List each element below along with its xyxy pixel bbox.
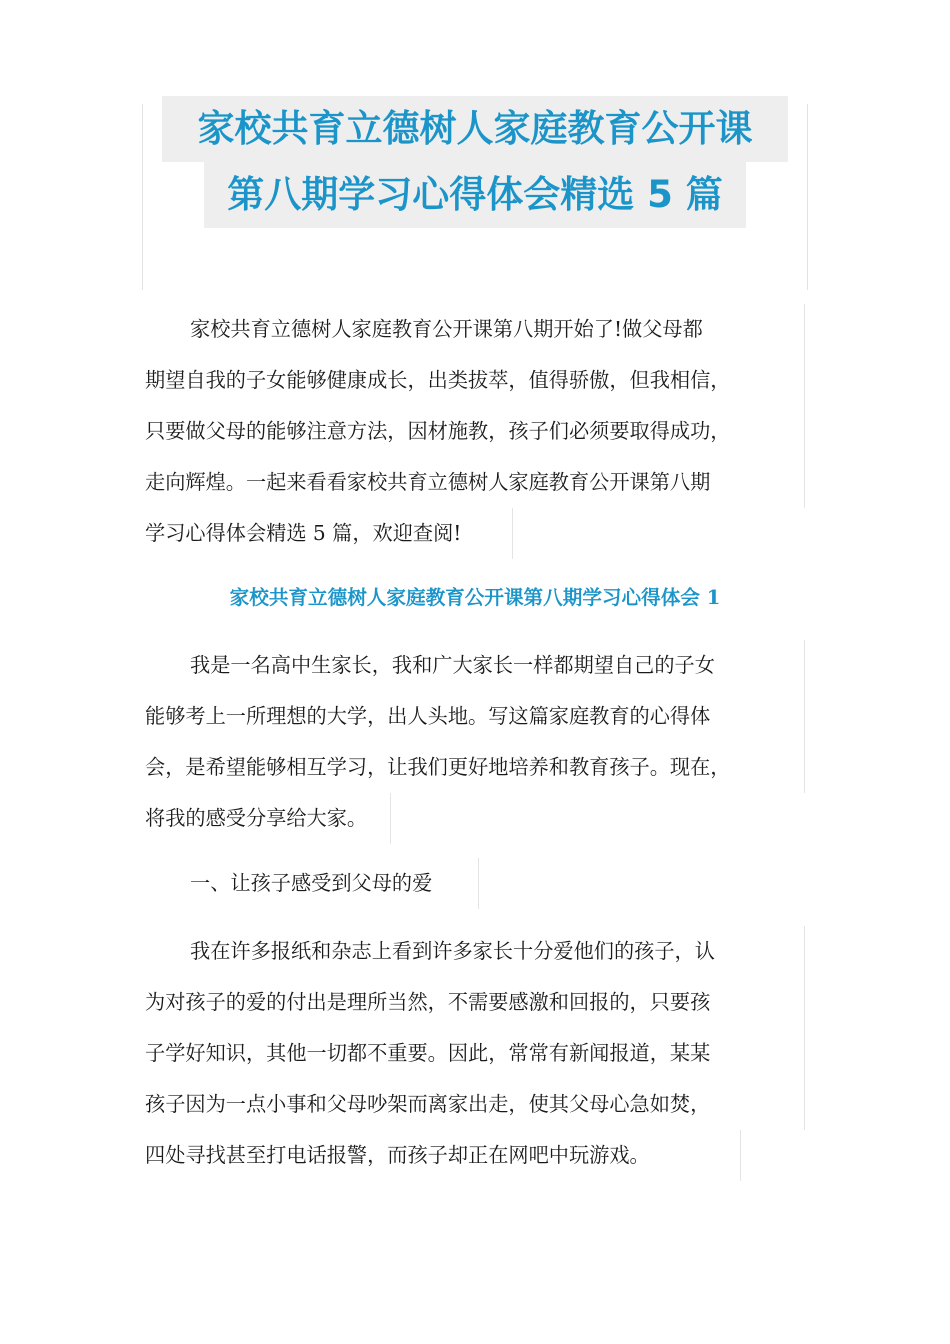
section-heading: 家校共育立德树人家庭教育公开课第八期学习心得体会 1 [229, 586, 721, 609]
intro-line: 期望自我的子女能够健康成长，出类拔萃，值得骄傲，但我相信， [145, 355, 805, 406]
intro-line: 只要做父母的能够注意方法，因材施教，孩子们必须要取得成功， [145, 406, 805, 457]
subheading [145, 858, 479, 909]
intro-paragraph [145, 304, 805, 559]
body-paragraph-2 [145, 926, 805, 1181]
paragraph-line: 将我的感受分享给大家。 [145, 793, 391, 844]
paragraph-line: 孩子因为一点小事和父母吵架而离家出走，使其父母心急如焚， [145, 1079, 805, 1130]
intro-line: 家校共育立德树人家庭教育公开课第八期开始了!做父母都 [145, 304, 805, 355]
paragraph-line: 我是一名高中生家长，我和广大家长一样都期望自己的子女 [145, 640, 805, 691]
document-title-line-2: 第八期学习心得体会精选 5 篇 [204, 162, 746, 228]
intro-line: 学习心得体会精选 5 篇，欢迎查阅! [145, 508, 513, 559]
paragraph-line: 会，是希望能够相互学习，让我们更好地培养和教育孩子。现在， [145, 742, 805, 793]
intro-line: 走向辉煌。一起来看看家校共育立德树人家庭教育公开课第八期 [145, 457, 805, 508]
paragraph-line: 我在许多报纸和杂志上看到许多家长十分爱他们的孩子，认 [145, 926, 805, 977]
paragraph-line: 子学好知识，其他一切都不重要。因此，常常有新闻报道，某某 [145, 1028, 805, 1079]
body-paragraph-1 [145, 640, 805, 844]
subheading-text: 一、让孩子感受到父母的爱 [145, 858, 479, 909]
document-title-line-1: 家校共育立德树人家庭教育公开课 [162, 96, 788, 162]
paragraph-line: 为对孩子的爱的付出是理所当然，不需要感激和回报的，只要孩 [145, 977, 805, 1028]
paragraph-line: 能够考上一所理想的大学，出人头地。写这篇家庭教育的心得体 [145, 691, 805, 742]
paragraph-line: 四处寻找甚至打电话报警，而孩子却正在网吧中玩游戏。 [145, 1130, 741, 1181]
